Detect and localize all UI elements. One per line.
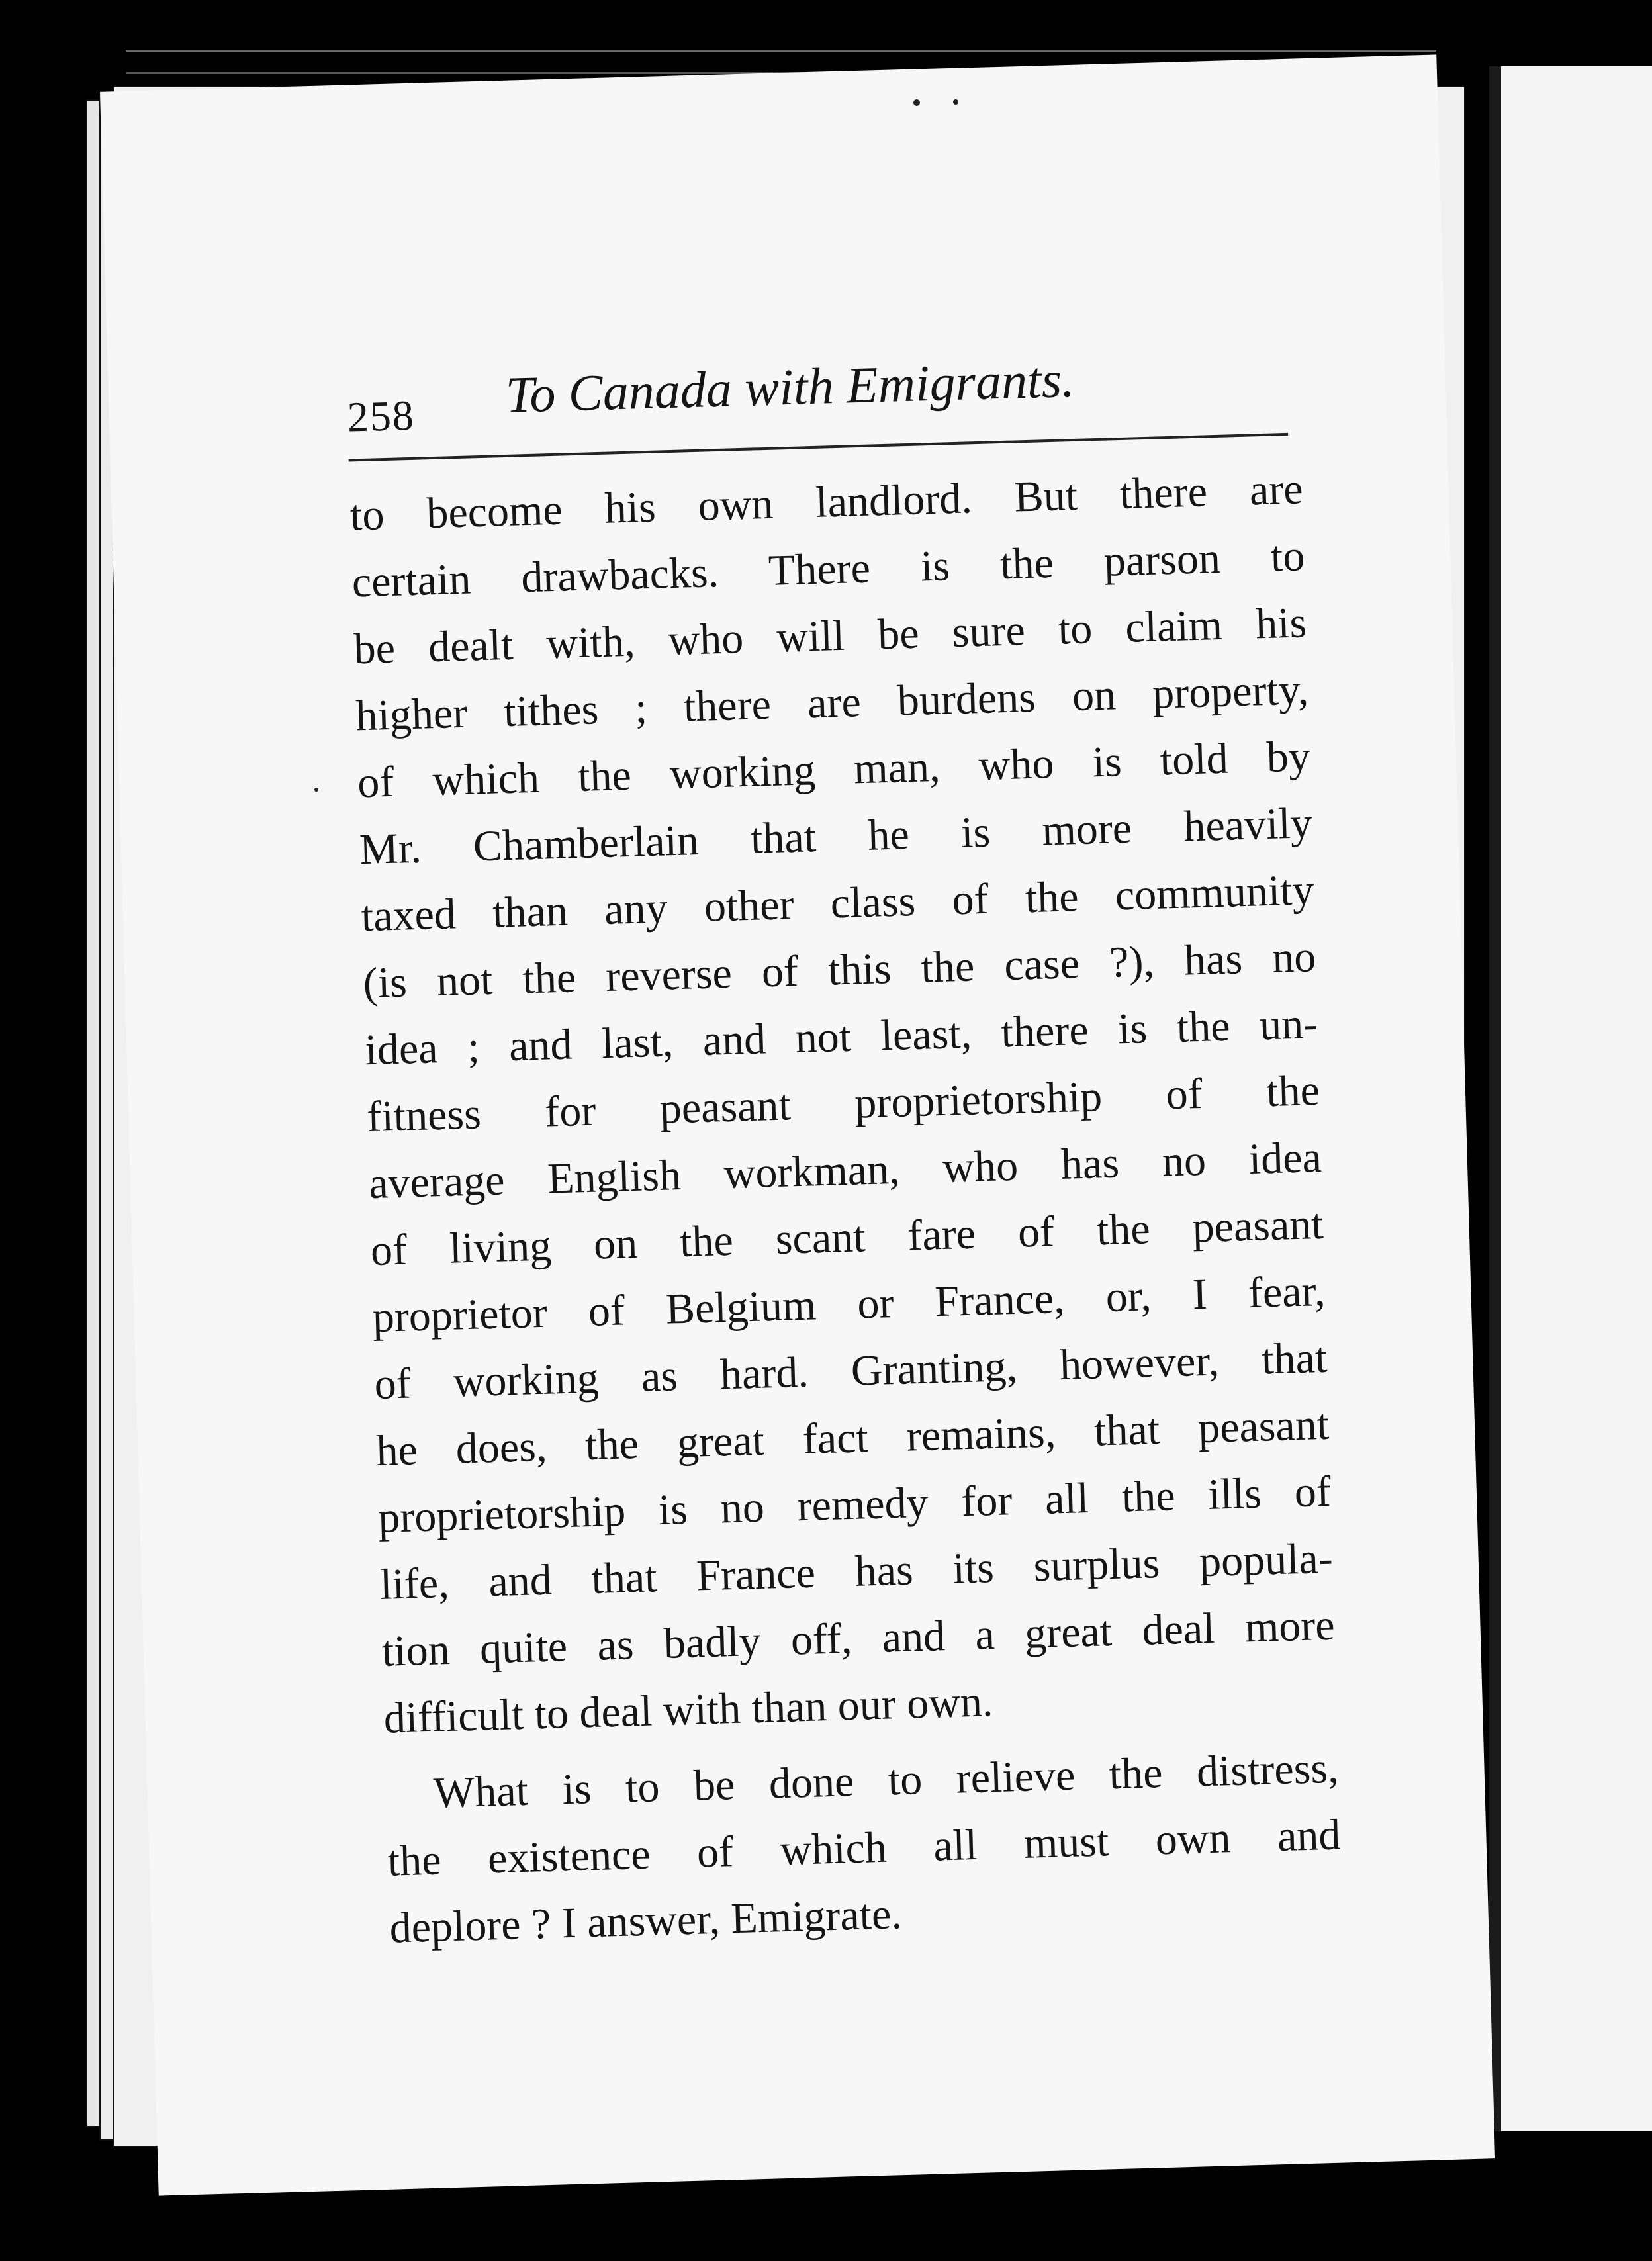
text-line: the existence of which all must own and xyxy=(387,1810,1342,1886)
text-line: he does, the great fact remains, that peasant xyxy=(375,1400,1330,1475)
text-line: be dealt with, who will be sure to claim his xyxy=(353,598,1308,674)
text-line: higher tithes ; there are burdens on property, xyxy=(355,665,1309,741)
text-line: certain drawbacks. There is the parson to xyxy=(351,531,1306,607)
header-rule xyxy=(349,433,1289,462)
text-line: of living on the scant fare of the peasant xyxy=(370,1199,1324,1275)
running-title: To Canada with Emigrants. xyxy=(504,349,1076,424)
text-line: average English workman, who has no idea xyxy=(368,1132,1322,1209)
text-line: (is not the reverse of this the case ?), has no xyxy=(362,933,1317,1008)
text-line: difficult to deal with than our own. xyxy=(383,1677,994,1743)
page-number: 258 xyxy=(346,391,416,441)
text-line: of which the working man, who is told by xyxy=(357,732,1311,808)
text-line: tion quite as badly off, and a great deal more xyxy=(381,1600,1336,1676)
paragraph xyxy=(349,455,1338,1751)
text-line: idea ; and last, and not least, there is the un- xyxy=(364,999,1319,1075)
text-line: What is to be done to relieve the distress, xyxy=(432,1743,1340,1818)
scan-speck xyxy=(953,99,958,105)
text-line: proprietor of Belgium or France, or, I fear, xyxy=(371,1266,1326,1342)
page-header xyxy=(345,308,1473,439)
scan-speck xyxy=(314,788,318,792)
text-line: of working as hard. Granting, however, that xyxy=(373,1333,1328,1408)
paragraph xyxy=(385,1735,1344,1962)
scan-speck xyxy=(913,99,920,106)
text-line: to become his own landlord. But there are xyxy=(349,465,1304,540)
text-line: proprietorship is no remedy for all the ills of xyxy=(377,1467,1332,1542)
text-line: life, and that France has its surplus popula- xyxy=(379,1534,1334,1609)
text-line: fitness for peasant proprietorship of the xyxy=(366,1066,1320,1142)
text-line: deplore ? I answer, Emigrate. xyxy=(389,1890,903,1953)
book-page xyxy=(100,54,1495,2195)
page-body xyxy=(349,455,1344,1961)
text-line: taxed than any other class of the community xyxy=(360,866,1315,941)
text-line: Mr. Chamberlain that he is more heavily xyxy=(359,799,1313,874)
facing-page xyxy=(1489,66,1652,2131)
